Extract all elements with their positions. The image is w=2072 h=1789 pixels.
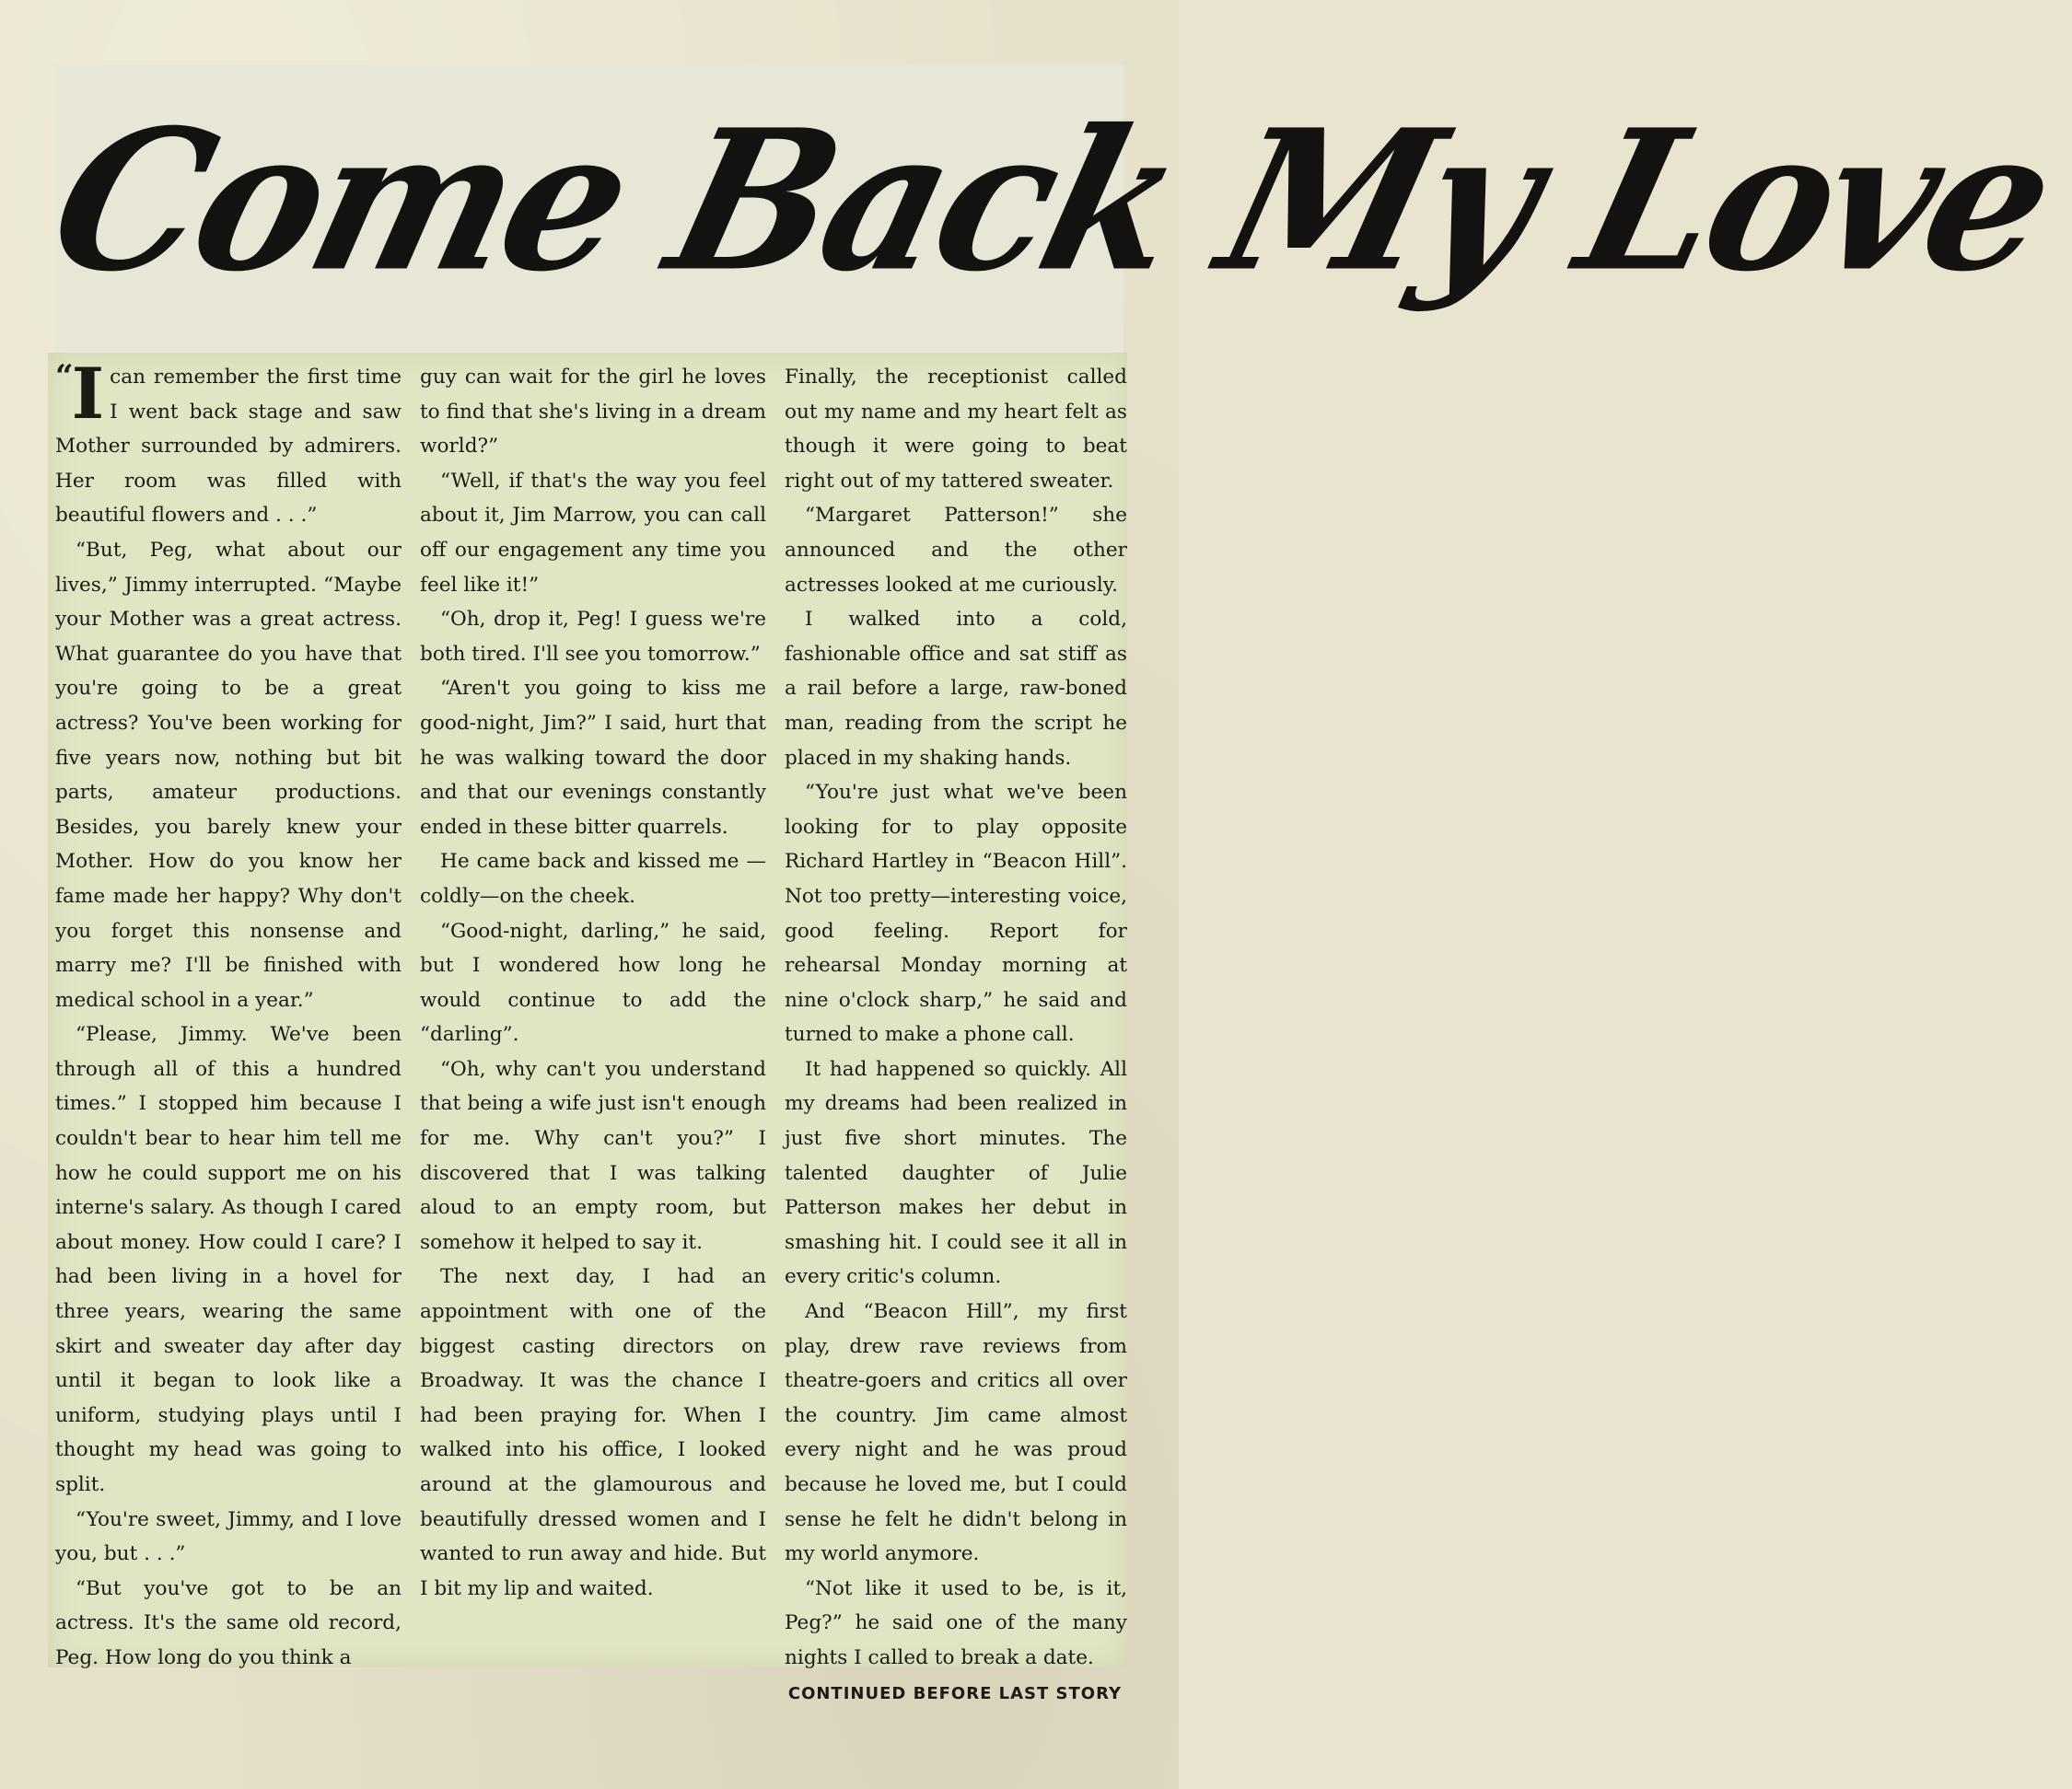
paragraph: “Well, if that's the way you feel about it, Jim Marrow, you can call off our engagement any time you feel like it!” — [420, 469, 766, 597]
paragraph: “Oh, drop it, Peg! I guess we're both tired. I'll see you tomorrow.” — [420, 608, 766, 666]
paragraph: “You're just what we've been looking for to play opposite Richard Hartley in “Beacon Hill”. Not too pretty—interesting voice, good feeling. Report for rehearsal Monday morning at nine o'clock sharp,” he said and turned to make a phone call. — [785, 781, 1127, 1047]
text-column-2 — [420, 360, 766, 1667]
drop-cap-quote: “ — [55, 358, 72, 395]
paragraph: “But, Peg, what about our lives,” Jimmy interrupted. “Maybe your Mother was a great actress. What guarantee do you have that you're going to be a great actress? You've been working for five years now, nothing but bit parts, amateur productions. Besides, you barely knew your Mother. How do you know her fame made her happy? Why don't you forget this nonsense and marry me? I'll be finished with medical school in a year.” — [55, 538, 402, 1012]
story-title: Come Back My Love — [31, 87, 2071, 315]
paragraph: guy can wait for the girl he loves to find that she's living in a dream world?” — [420, 366, 766, 459]
drop-cap — [55, 353, 105, 435]
paragraph: He came back and kissed me —coldly—on the cheek. — [420, 850, 766, 908]
paragraph: “Please, Jimmy. We've been through all of this a hundred times.” I stopped him because I couldn't bear to hear him tell me how he could support me on his interne's salary. As though I cared about money. How could I care? I had been living in a hovel for three years, wearing the same skirt and sweater day after day until it began to look like a uniform, studying plays until I thought my head was going to split. — [55, 1023, 402, 1496]
paragraph: can remember the first time I went back stage and saw Mother surrounded by admirers. Her room was filled with beautiful flowers and . . .” — [55, 366, 402, 528]
paragraph: Finally, the receptionist called out my name and my heart felt as though it were going to beat right out of my tattered sweater. — [785, 366, 1127, 493]
paragraph: The next day, I had an appointment with one of the biggest casting directors on Broadway. It was the chance I had been praying for. When I walked into his office, I looked around at the glamourous and beautifully dressed women and I wanted to run away and hide. But I bit my lip and waited. — [420, 1265, 766, 1600]
text-column-3 — [785, 360, 1127, 1667]
paragraph: I walked into a cold, fashionable office and sat stiff as a rail before a large, raw-boned man, reading from the script he placed in my shaking hands. — [785, 608, 1127, 770]
paragraph: It had happened so quickly. All my dreams had been realized in just five short minutes. The talented daughter of Julie Patterson makes her debut in smashing hit. I could see it all in every critic's column. — [785, 1057, 1127, 1289]
paragraph: “But you've got to be an actress. It's the same old record, Peg. How long do you think a — [55, 1576, 402, 1669]
paragraph: And “Beacon Hill”, my first play, drew rave reviews from theatre-goers and critics all over the country. Jim came almost every night and he was proud because he loved me, but I could sense he felt he didn't belong in my world anymore. — [785, 1300, 1127, 1566]
drop-cap-letter: I — [71, 353, 105, 435]
paragraph: “Not like it used to be, is it, Peg?” he said one of the many nights I called to break a date. — [785, 1576, 1127, 1669]
text-column-1 — [55, 353, 402, 1669]
paragraph: “Aren't you going to kiss me good-night, Jim?” I said, hurt that he was walking toward the door and that our evenings constantly ended in these bitter quarrels. — [420, 677, 766, 839]
continued-notice: CONTINUED BEFORE LAST STORY — [787, 1684, 1122, 1703]
paragraph: “You're sweet, Jimmy, and I love you, but . . .” — [55, 1507, 402, 1566]
paragraph: “Oh, why can't you understand that being a wife just isn't enough for me. Why can't you?” I discovered that I was talking aloud to an empty room, but somehow it helped to say it. — [420, 1057, 766, 1254]
paragraph: “Good-night, darling,” he said, but I wondered how long he would continue to add the “darling”. — [420, 919, 766, 1047]
paragraph: “Margaret Patterson!” she announced and the other actresses looked at me curiously. — [785, 504, 1127, 597]
